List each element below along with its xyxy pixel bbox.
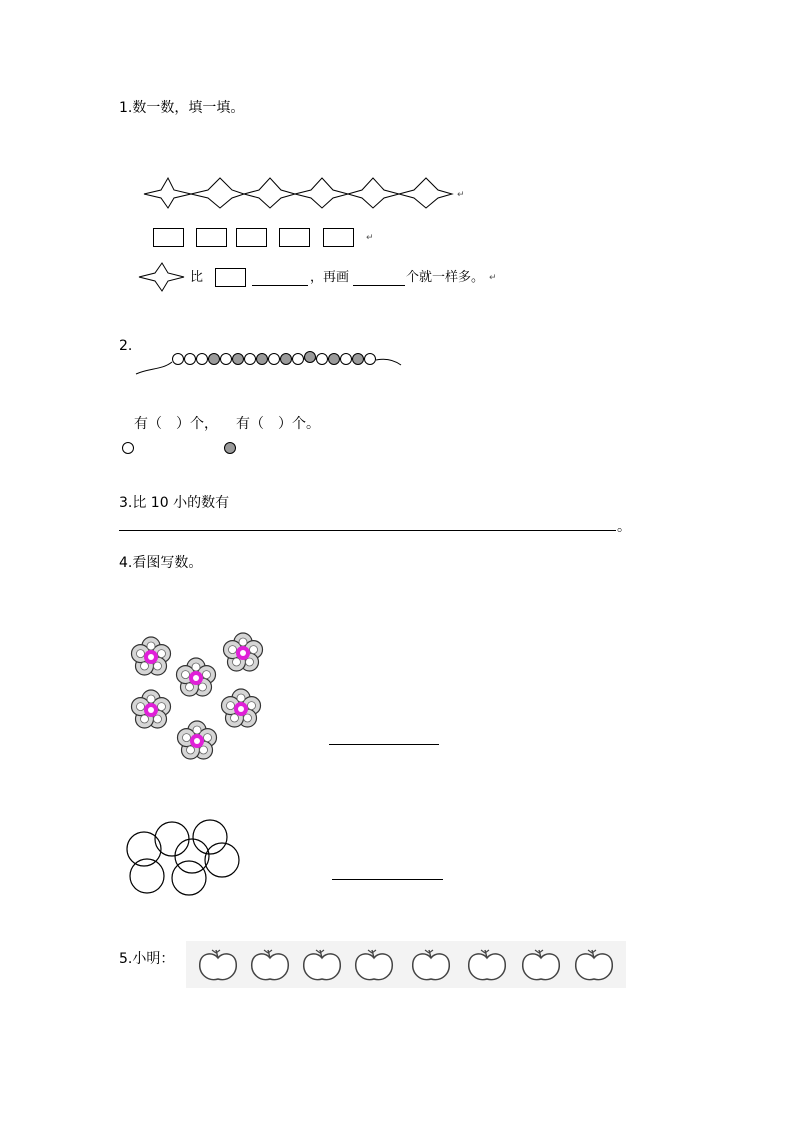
circle-shape	[155, 822, 189, 856]
answer-blank[interactable]	[353, 285, 405, 286]
white-bead-icon	[121, 441, 135, 455]
apples-picture	[186, 941, 626, 988]
question-3-text: 3.比 10 小的数有	[119, 495, 230, 511]
flower-icon	[178, 721, 217, 759]
answer-box-1[interactable]	[153, 228, 184, 247]
flowers-picture	[124, 628, 270, 760]
white-bead-count-text: 有（ ）个，	[134, 416, 218, 432]
answer-line-circles[interactable]	[332, 879, 443, 880]
answer-box-4[interactable]	[279, 228, 310, 247]
star-icon	[138, 262, 192, 292]
circle-shape	[205, 843, 239, 877]
return-mark: ↵	[366, 233, 374, 243]
draw-more-text: ，再画	[310, 270, 350, 285]
stars-row	[138, 176, 458, 212]
flower-icon	[132, 690, 171, 728]
gray-bead-count-text: 有（ ）个。	[236, 416, 320, 432]
answer-line-flowers[interactable]	[329, 744, 439, 745]
flower-icon	[177, 658, 216, 696]
answer-box-3[interactable]	[236, 228, 267, 247]
flower-icon	[132, 637, 171, 675]
flower-icon	[224, 633, 263, 671]
star-icon	[244, 178, 295, 208]
circle-shape	[193, 820, 227, 854]
answer-box-5[interactable]	[323, 228, 354, 247]
star-icon	[348, 178, 399, 208]
bead-string	[134, 344, 404, 378]
answer-line[interactable]	[119, 530, 616, 531]
star-icon	[144, 178, 191, 208]
circle-shape	[130, 859, 164, 893]
circle-shape	[175, 839, 209, 873]
question-1-title: 1.数一数，填一填。	[119, 100, 245, 116]
star-icon	[295, 178, 348, 208]
question-4-title: 4.看图写数。	[119, 555, 203, 571]
circle-shape	[172, 861, 206, 895]
question-5-label: 5.小明：	[119, 951, 175, 967]
same-amount-text: 个就一样多。	[406, 270, 485, 285]
circles-picture	[124, 817, 244, 899]
star-icon	[191, 178, 244, 208]
flower-icon	[222, 689, 261, 727]
star-icon	[399, 178, 452, 208]
answer-blank[interactable]	[252, 285, 308, 286]
return-mark: ↵	[489, 273, 497, 283]
question-2-label: 2.	[119, 338, 133, 354]
compare-box[interactable]	[215, 268, 246, 287]
return-mark: ↵	[457, 190, 465, 200]
gray-bead-icon	[223, 441, 237, 455]
period-mark: 。	[617, 519, 631, 535]
answer-box-2[interactable]	[196, 228, 227, 247]
compare-text: 比	[190, 270, 204, 285]
